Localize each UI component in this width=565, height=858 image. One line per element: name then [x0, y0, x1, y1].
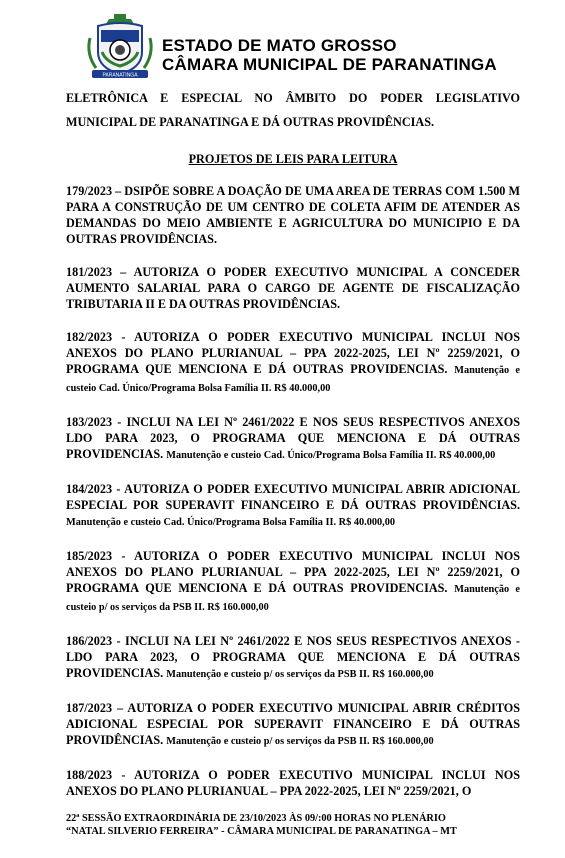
- chamber-title: CÂMARA MUNICIPAL DE PARANATINGA: [162, 55, 497, 74]
- intro-text: ELETRÔNICA E ESPECIAL NO ÂMBITO DO PODER LEGISLATIVO MUNICIPAL DE PARANATINGA E DÁ OUTRAS PROVIDÊNCIAS.: [66, 91, 520, 129]
- section-title: PROJETOS DE LEIS PARA LEITURA: [188, 152, 398, 166]
- session-footer: [66, 812, 536, 838]
- bill-text: 188/2023 - AUTORIZA O PODER EXECUTIVO MUNICIPAL INCLUI NOS ANEXOS DO PLANO PLURIANUAL – PPA 2022-2025, LEI Nº 2259/2021, O: [66, 768, 520, 798]
- footer-line-2: “NATAL SILVERIO FERREIRA” - CÂMARA MUNICIPAL DE PARANATINGA – MT: [66, 826, 457, 837]
- bill-text: 179/2023 – DSIPÕE SOBRE A DOAÇÃO DE UMA AREA DE TERRAS COM 1.500 M PARA A CONSTRUÇÃO DE UM CENTRO DE COLETA AFIM DE ATENDER AS DEMANDAS DO MEIO AMBIENTE E AGRICULTURA DO MUNICIPIO E DA OUTRAS PROVIDÊNCIAS.: [66, 184, 520, 246]
- footer-line-1: 22ª SESSÃO EXTRAORDINÁRIA DE 23/10/2023 ÀS 09/:00 HORAS NO PLENÁRIO: [66, 813, 446, 824]
- bill-text: 182/2023 - AUTORIZA O PODER EXECUTIVO MUNICIPAL INCLUI NOS ANEXOS DO PLANO PLURIANUAL – PPA 2022-2025, LEI Nº 2259/2021, O PROGRAMA QUE MENCIONA E DÁ OUTRAS PROVIDENCIAS.: [66, 330, 520, 376]
- bill-funding: Manutenção e custeio p/ os serviços da PSB II. R$ 160.000,00: [166, 736, 434, 747]
- document-header: [84, 14, 554, 80]
- bill-item: [66, 767, 520, 799]
- bill-text: 187/2023 – AUTORIZA O PODER EXECUTIVO MUNICIPAL ABRIR CRÉDITOS ADICIONAL ESPECIAL POR SUPERAVIT FINANCEIRO E DÁ OUTRAS PROVIDÊNCIAS.: [66, 701, 520, 747]
- bill-item: [66, 633, 520, 683]
- bill-text: 184/2023 - AUTORIZA O PODER EXECUTIVO MUNICIPAL ABRIR ADICIONAL ESPECIAL POR SUPERAVIT FINANCEIRO E DÁ OUTRAS PROVIDÊNCIAS.: [66, 482, 520, 512]
- bill-item: [66, 481, 520, 531]
- bill-item: [66, 183, 520, 247]
- bill-funding: Manutenção e custeio Cad. Único/Programa Bolsa Família II. R$ 40.000,00: [166, 450, 496, 461]
- bill-item: [66, 548, 520, 616]
- bill-item: [66, 414, 520, 464]
- bill-funding: Manutenção e custeio p/ os serviços da PSB II. R$ 160.000,00: [166, 669, 434, 680]
- bill-text: 181/2023 – AUTORIZA O PODER EXECUTIVO MUNICIPAL A CONCEDER AUMENTO SALARIAL PARA O CARGO DE AGENTE DE FISCALIZAÇÃO TRIBUTARIA II E DA OUTRAS PROVIDÊNCIAS.: [66, 265, 520, 311]
- bill-funding: Manutenção e custeio p/ os serviços da PSB II. R$ 160.000,00: [66, 584, 521, 613]
- bill-item: [66, 329, 520, 397]
- bill-list: [66, 183, 520, 799]
- bill-item: [66, 264, 520, 312]
- bill-text: 186/2023 - INCLUI NA LEI Nº 2461/2022 E NOS SEUS RESPECTIVOS ANEXOS - LDO PARA 2023, O PROGRAMA QUE MENCIONA E DÁ OUTRAS PROVIDENCIAS.: [66, 634, 520, 680]
- svg-text:PARANATINGA: PARANATINGA: [102, 72, 138, 79]
- document-body: [66, 86, 520, 816]
- bill-text: 185/2023 - AUTORIZA O PODER EXECUTIVO MUNICIPAL INCLUI NOS ANEXOS DO PLANO PLURIANUAL – PPA 2022-2025, LEI Nº 2259/2021, O PROGRAMA QUE MENCIONA E DÁ OUTRAS PROVIDENCIAS.: [66, 549, 520, 595]
- bill-text: 183/2023 - INCLUI NA LEI Nº 2461/2022 E NOS SEUS RESPECTIVOS ANEXOS LDO PARA 2023, O PROGRAMA QUE MENCIONA E DÁ OUTRAS PROVIDENCIAS.: [66, 415, 520, 461]
- bill-funding: Manutenção e custeio Cad. Único/Programa Bolsa Família II. R$ 40.000,00: [66, 365, 521, 394]
- bill-funding: Manutenção e custeio Cad. Único/Programa Bolsa Família II. R$ 40.000,00: [66, 517, 396, 528]
- bill-item: [66, 700, 520, 750]
- municipal-coat-of-arms-icon: [84, 14, 156, 80]
- state-title: ESTADO DE MATO GROSSO: [162, 36, 397, 55]
